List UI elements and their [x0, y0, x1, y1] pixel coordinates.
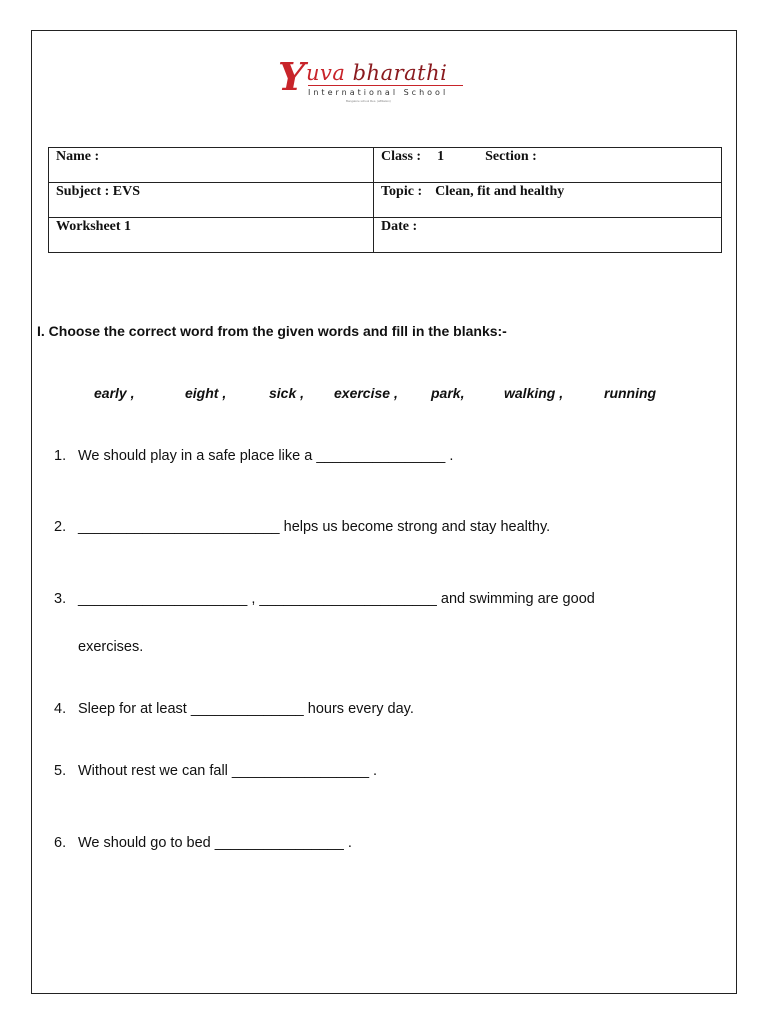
question-number: 5. — [54, 763, 67, 779]
date-cell — [374, 218, 722, 253]
topic-cell — [374, 183, 722, 218]
info-row-worksheet — [49, 218, 722, 253]
subject-value: EVS — [112, 184, 141, 199]
topic-value: Clean, fit and healthy — [435, 184, 565, 199]
section-label: Section : — [485, 149, 537, 164]
student-info-table — [48, 147, 722, 253]
logo-word-dark: bharathi — [352, 61, 448, 85]
info-row-subject — [49, 183, 722, 218]
question-number: 3. — [54, 591, 67, 607]
question-text: exercises. — [78, 639, 144, 655]
logo-underline — [308, 85, 463, 86]
name-label: Name : — [56, 149, 100, 164]
class-value: 1 — [437, 149, 445, 164]
question-text: We should go to bed ________________ . — [78, 835, 352, 851]
word-bank-item: running — [604, 385, 657, 401]
worksheet-cell — [49, 218, 374, 253]
class-section-cell — [374, 148, 722, 183]
word-bank-item: sick , — [269, 385, 305, 401]
word-bank-item: exercise , — [334, 385, 398, 401]
name-cell — [49, 148, 374, 183]
word-bank-item: park, — [431, 385, 465, 401]
question-text: _____________________ , ______________________ and swimming are good — [78, 591, 595, 607]
subject-cell — [49, 183, 374, 218]
question-number: 1. — [54, 448, 67, 464]
logo-subtitle: International School — [308, 88, 449, 97]
topic-label: Topic : — [381, 184, 423, 199]
question-number: 6. — [54, 835, 67, 851]
worksheet-label: Worksheet 1 — [56, 219, 132, 234]
question-text: We should play in a safe place like a ________________ . — [78, 448, 454, 464]
question-number: 4. — [54, 701, 67, 717]
date-label: Date : — [381, 219, 418, 234]
question-text: Without rest we can fall _________________ . — [78, 763, 378, 779]
logo-tiny-text: Bangalore school Res. (affiliation) — [346, 99, 391, 103]
logo-wordmark — [306, 63, 447, 84]
question-number: 2. — [54, 519, 67, 535]
info-row-name — [49, 148, 722, 183]
subject-label: Subject : — [56, 184, 110, 199]
question-text: _________________________ helps us become strong and stay healthy. — [78, 519, 551, 535]
word-bank-item: early , — [94, 385, 135, 401]
school-logo — [276, 56, 468, 106]
logo-initial: Y — [278, 54, 306, 99]
word-bank-item: eight , — [185, 385, 227, 401]
logo-word-main: uva — [306, 61, 346, 85]
word-bank-item: walking , — [504, 385, 564, 401]
question-text: Sleep for at least ______________ hours every day. — [78, 701, 414, 717]
class-label: Class : — [381, 149, 422, 164]
section-heading: I. Choose the correct word from the given words and fill in the blanks:- — [37, 323, 507, 339]
